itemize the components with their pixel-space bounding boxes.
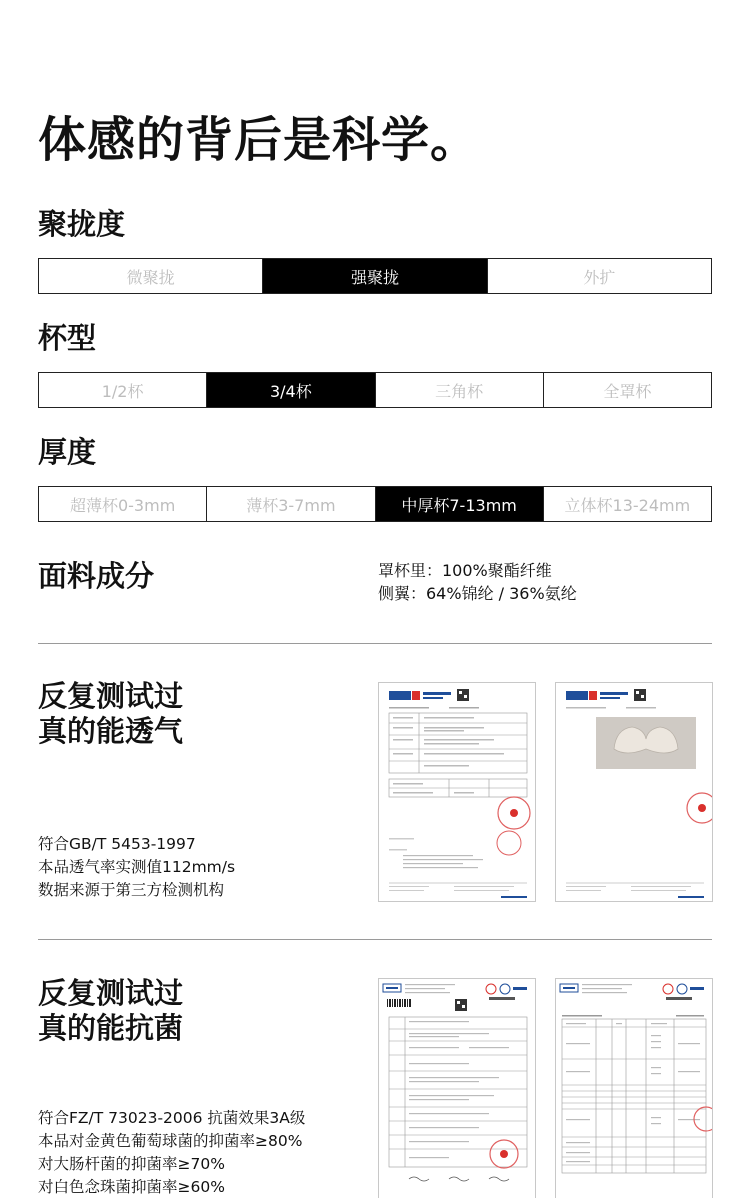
breathability-test-report-image (378, 682, 536, 902)
seal-stamp-icon (497, 831, 521, 855)
breathability-title-line1: 反复测试过 (38, 679, 184, 713)
antibacterial-note: 本品对金黄色葡萄球菌的抑菌率≥80% (38, 1132, 303, 1150)
certification-mark-icon (500, 984, 510, 994)
certification-mark-icon (677, 984, 687, 994)
antibacterial-title-line2: 真的能抗菌 (38, 1011, 184, 1045)
push-up-selector (38, 258, 712, 294)
thickness-title: 厚度 (38, 435, 97, 469)
breathability-title-line2: 真的能透气 (38, 714, 184, 748)
push-up-title: 聚拢度 (38, 207, 126, 241)
thickness-option[interactable]: 超薄杯0-3mm (39, 487, 207, 521)
certification-mark-icon (486, 984, 496, 994)
section-divider (38, 643, 712, 644)
antibacterial-results-table-image (555, 978, 713, 1198)
antibacterial-title-line1: 反复测试过 (38, 976, 184, 1010)
cttc-logo-icon (566, 691, 628, 700)
push-up-option[interactable]: 外扩 (583, 267, 616, 287)
antibacterial-note: 符合FZ/T 73023-2006 抗菌效果3A级 (38, 1109, 306, 1127)
cup-shape-option-selected[interactable]: 3/4杯 (207, 373, 375, 407)
antibacterial-test-report-image (378, 978, 536, 1198)
cup-shape-option[interactable]: 三角杯 (376, 373, 544, 407)
antibacterial-note: 对大肠杆菌的抑菌率≥70% (38, 1155, 225, 1173)
breathability-sample-photo-image (555, 682, 713, 902)
cup-shape-title: 杯型 (38, 321, 97, 355)
cup-shape-selector (38, 372, 712, 408)
fabric-cup-lining: 罩杯里：100%聚酯纤维 (378, 561, 552, 580)
fabric-title: 面料成分 (38, 559, 155, 593)
certification-mark-icon (663, 984, 673, 994)
antibacterial-note: 对白色念珠菌抑菌率≥60% (38, 1178, 225, 1196)
thickness-option[interactable]: 薄杯3-7mm (207, 487, 375, 521)
section-divider (38, 939, 712, 940)
fabric-side-wing: 侧翼：64%锦纶 / 36%氨纶 (378, 584, 577, 603)
breathability-note: 数据来源于第三方检测机构 (38, 881, 225, 899)
thickness-selector (38, 486, 712, 522)
page-headline: 体感的背后是科学。 (38, 112, 480, 168)
push-up-option[interactable]: 微聚拢 (39, 259, 263, 293)
cup-shape-option[interactable]: 全罩杯 (603, 381, 652, 401)
breathability-note: 符合GB/T 5453-1997 (38, 835, 196, 853)
thickness-option-selected[interactable]: 中厚杯7-13mm (376, 487, 544, 521)
cttc-logo-icon (389, 691, 451, 700)
qr-code-icon (457, 689, 469, 701)
breathability-note: 本品透气率实测值112mm/s (38, 858, 236, 876)
thickness-option[interactable]: 立体杯13-24mm (564, 495, 691, 515)
qr-code-icon (455, 999, 467, 1011)
push-up-option-selected[interactable]: 强聚拢 (263, 259, 487, 293)
cup-shape-option[interactable]: 1/2杯 (39, 373, 207, 407)
qr-code-icon (634, 689, 646, 701)
